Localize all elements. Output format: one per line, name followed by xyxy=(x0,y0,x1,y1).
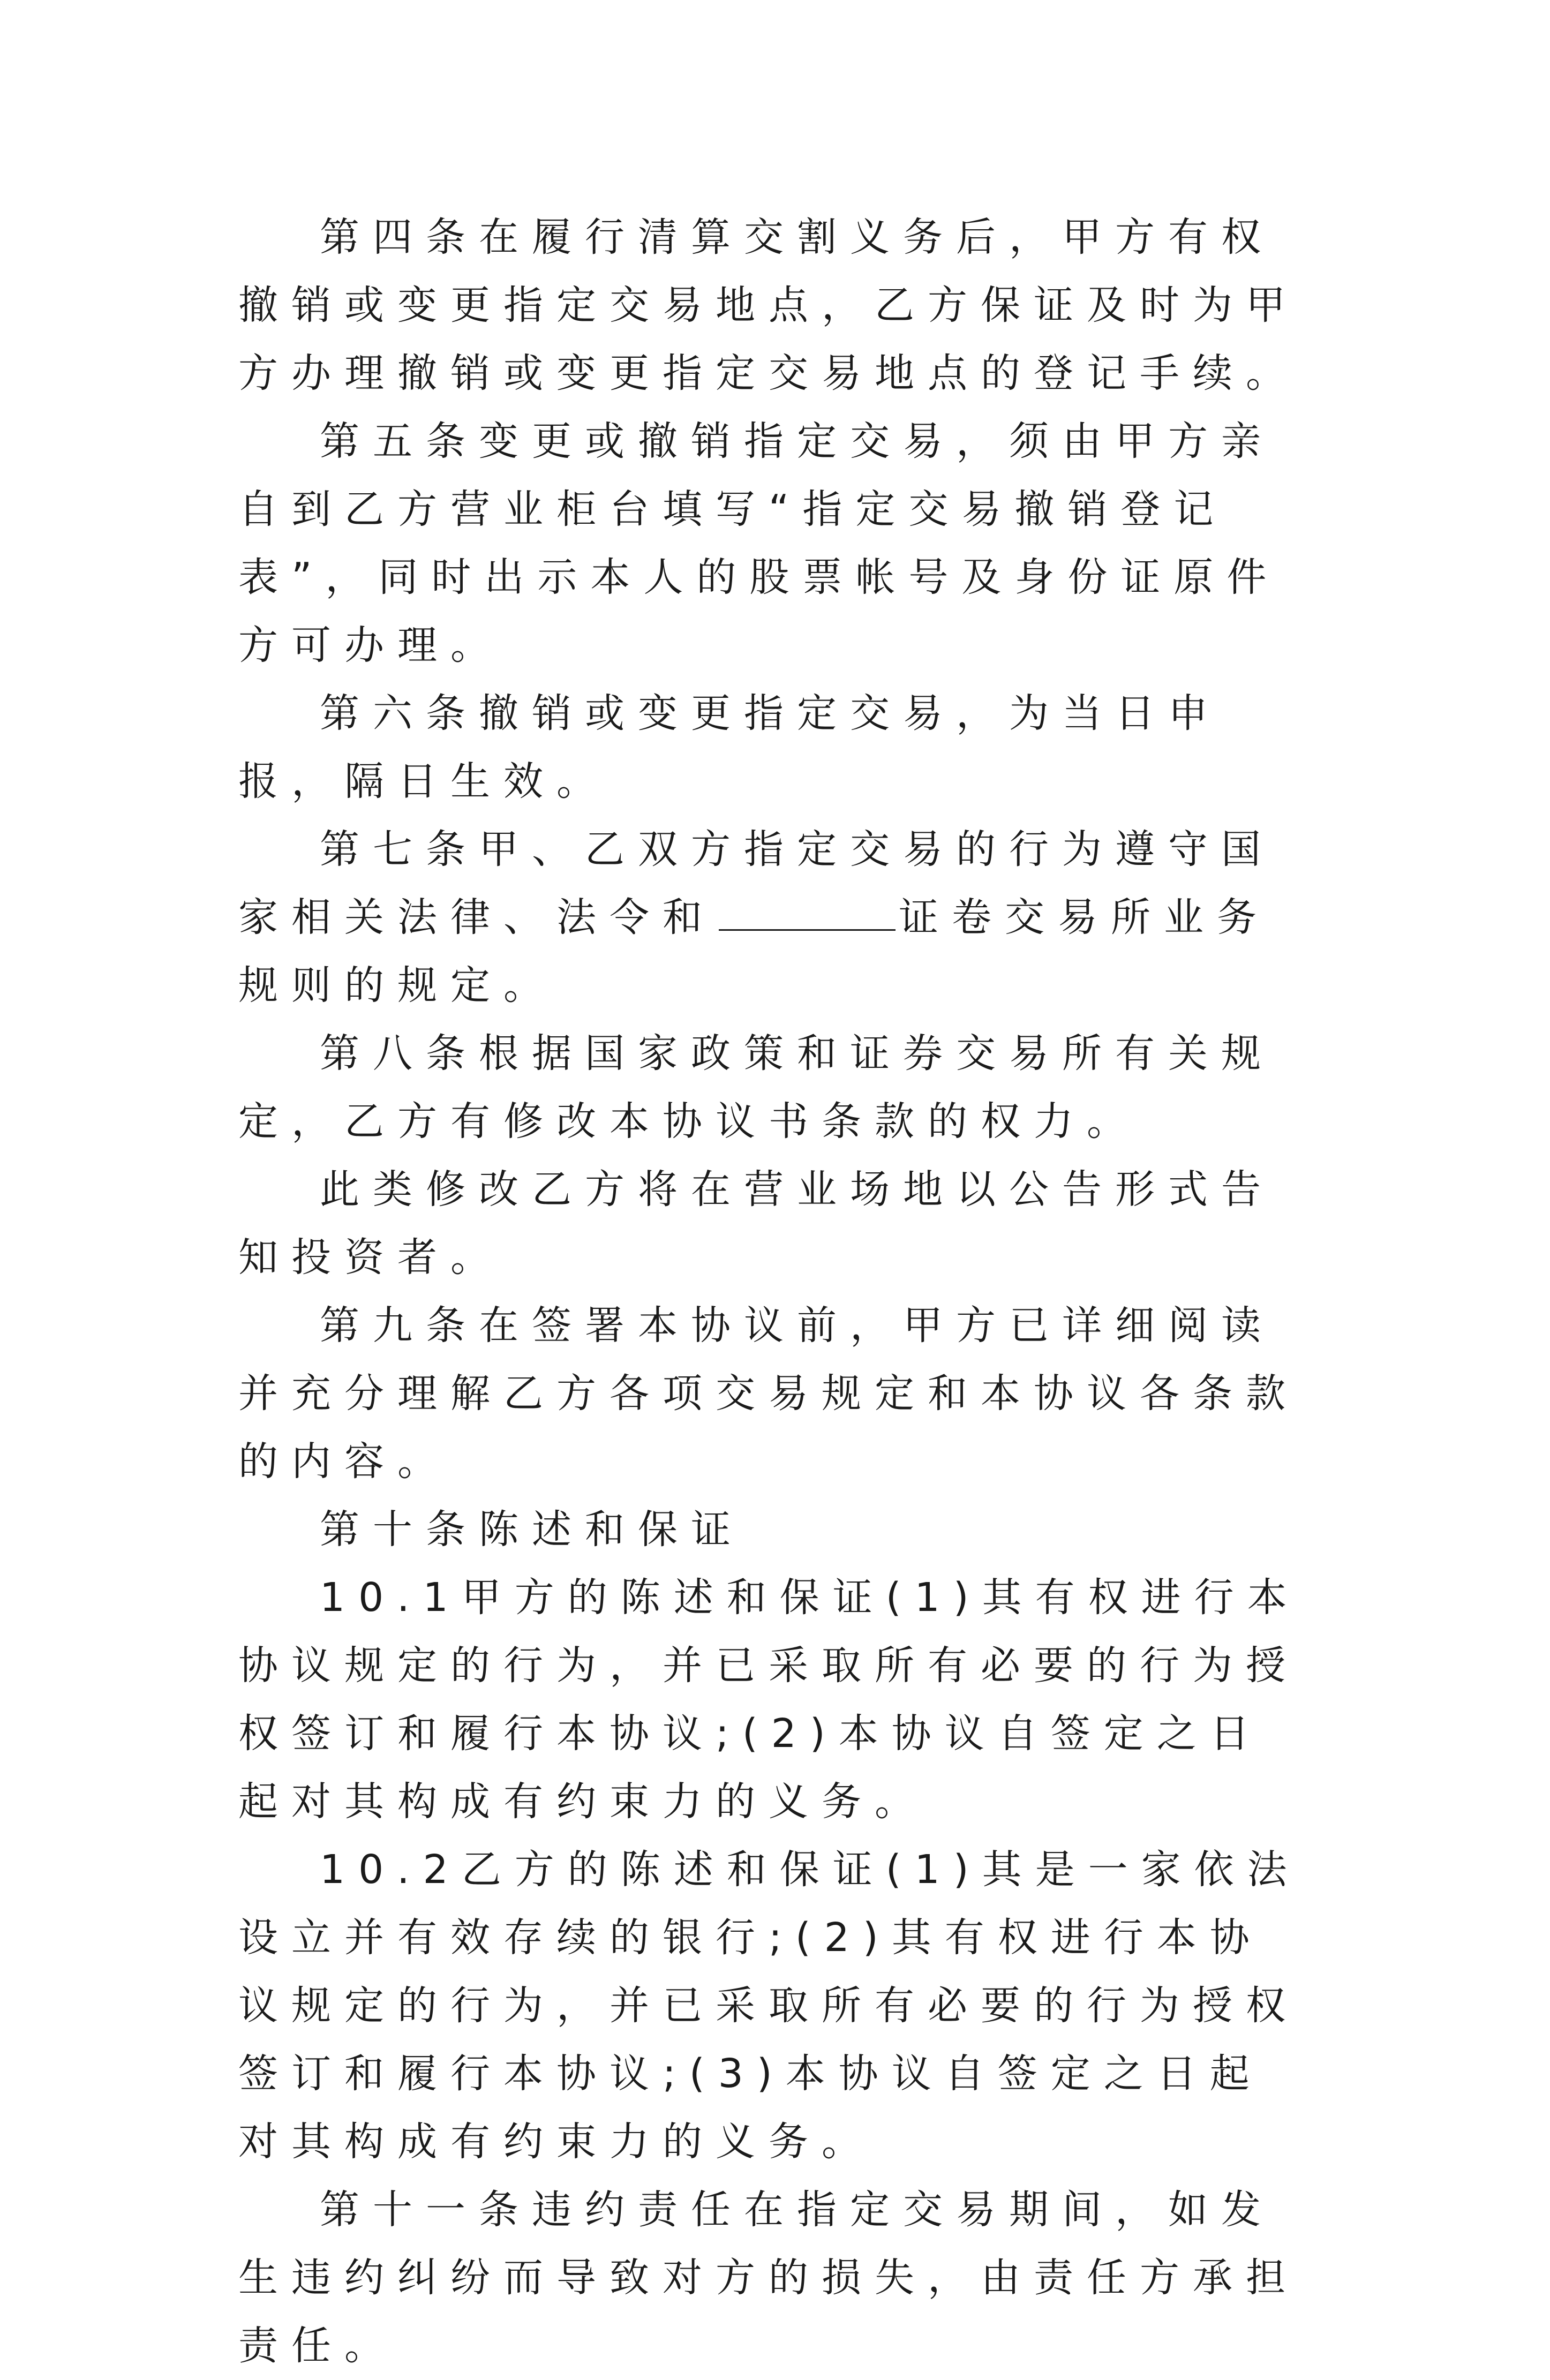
article-7-text-before: 第七条甲、乙双方指定交易的行为遵守国家相关法律、法令和 xyxy=(238,826,1274,940)
paragraph-article-8: 第八条根据国家政策和证券交易所有关规定，乙方有修改本协议书条款的权力。 xyxy=(238,1030,1274,1144)
paragraph-article-4: 第四条在履行清算交割义务后，甲方有权撤销或变更指定交易地点，乙方保证及时为甲方办理撤销或变更指定交易地点的登记手续。 xyxy=(238,214,1299,396)
paragraph-article-6: 第六条撤销或变更指定交易，为当日申报，隔日生效。 xyxy=(238,690,1221,804)
article-7-text-after: 证卷交易所业务规则的规定。 xyxy=(238,894,1270,1008)
paragraph-article-11: 第十一条违约责任在指定交易期间，如发生违约纠纷而导致对方的损失，由责任方承担责任。 xyxy=(238,2187,1299,2369)
paragraph-article-10-1: 10.1甲方的陈述和保证(1)其有权进行本协议规定的行为，并已采取所有必要的行为授权签订和履行本协议;(2)本协议自签定之日起对其构成有约束力的义务。 xyxy=(238,1575,1300,1825)
paragraph-article-10-2: 10.2乙方的陈述和保证(1)其是一家依法设立并有效存续的银行;(2)其有权进行本协议规定的行为，并已采取所有必要的行为授权签订和履行本协议;(3)本协议自签定之日起对其构成有约束力的义务。 xyxy=(238,1847,1300,2165)
paragraph-article-10-heading: 第十条陈述和保证 xyxy=(320,1507,744,1553)
document-body xyxy=(238,204,1315,2380)
fill-in-blank xyxy=(719,927,896,931)
paragraph-article-9: 第九条在签署本协议前，甲方已详细阅读并充分理解乙方各项交易规定和本协议各条款的内容。 xyxy=(238,1302,1299,1485)
paragraph-article-8-note: 此类修改乙方将在营业场地以公告形式告知投资者。 xyxy=(238,1166,1274,1281)
paragraph-article-5: 第五条变更或撤销指定交易，须由甲方亲自到乙方营业柜台填写“指定交易撤销登记表”，同时出示本人的股票帐号及身份证原件方可办理。 xyxy=(238,418,1280,668)
paragraph-article-7 xyxy=(238,816,1315,1020)
